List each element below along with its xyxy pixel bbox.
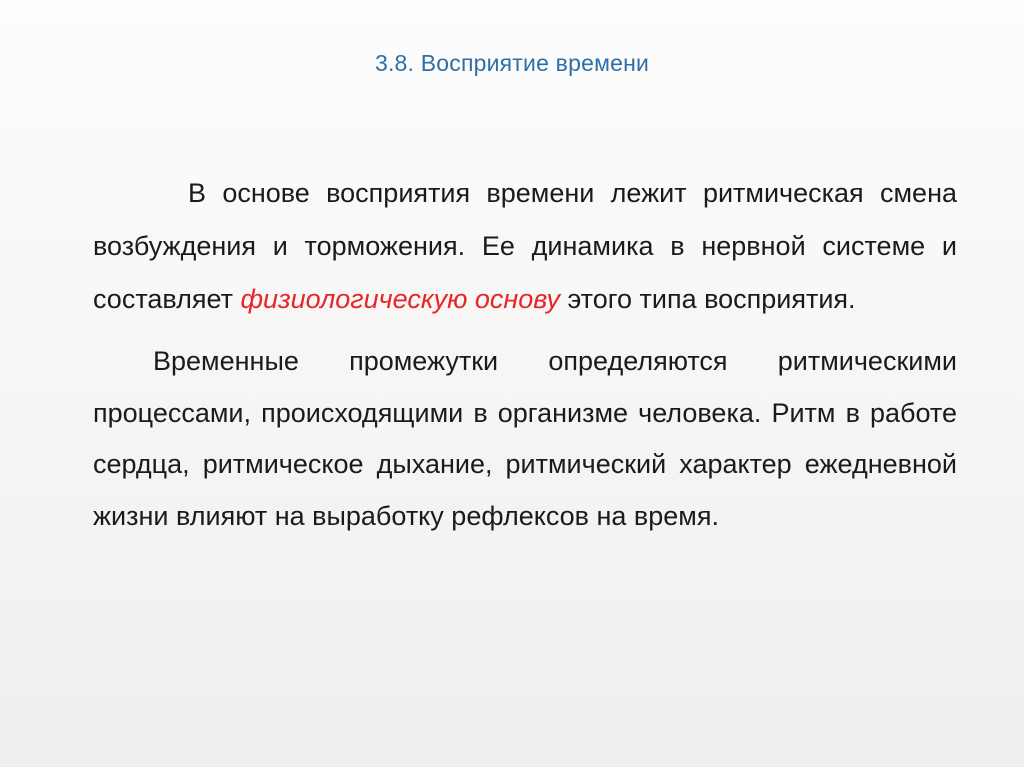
paragraph-2: Временные промежутки определяются ритмическими процессами, происходящими в организме человека. Ритм в работе сердца, ритмическое дыхание, ритмический характер ежедневной жизни влияют на выработку рефлексов на время. <box>93 346 957 531</box>
highlighted-term: физиологическую основу <box>240 284 560 314</box>
paragraph-1-text-end: этого типа восприятия. <box>559 284 856 314</box>
paragraph-1-text-start: В основе восприятия времени лежит ритмическая смена возбуждения и торможения. Ее динамика в нервной системе и составляет <box>93 178 957 314</box>
slide-body <box>93 167 957 542</box>
slide-title: 3.8. Восприятие времени <box>374 50 650 76</box>
paragraph-1 <box>93 167 957 326</box>
